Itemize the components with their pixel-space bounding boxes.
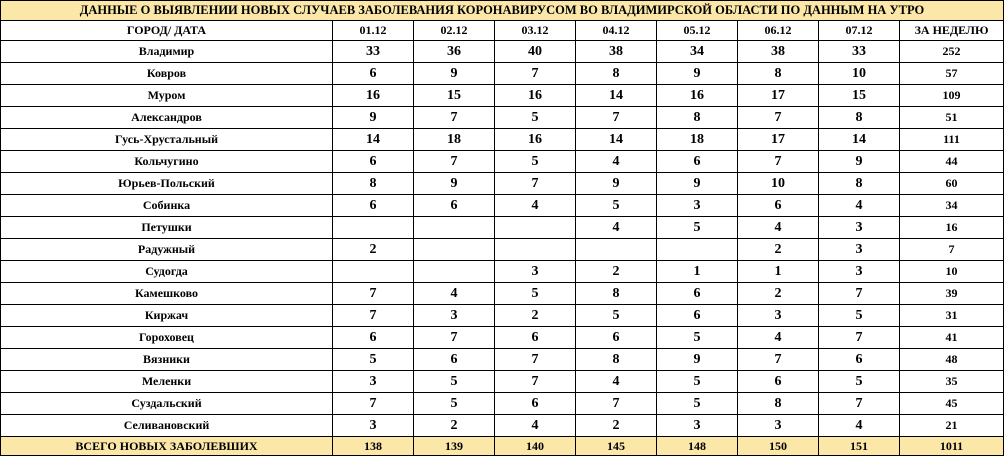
daily-case-count: 8 [819,107,900,129]
daily-case-count: 6 [819,349,900,371]
daily-case-count: 4 [576,371,657,393]
daily-case-count: 8 [576,283,657,305]
daily-case-count: 2 [738,239,819,261]
daily-case-count: 9 [576,173,657,195]
city-name: Муром [1,85,333,107]
daily-case-count: 5 [576,195,657,217]
daily-case-count: 2 [414,415,495,437]
weekly-total: 39 [900,283,1004,305]
daily-case-count: 7 [819,283,900,305]
city-name: Камешково [1,283,333,305]
weekly-total: 34 [900,195,1004,217]
daily-case-count: 2 [576,415,657,437]
daily-case-count: 9 [657,349,738,371]
daily-case-count [333,261,414,283]
table-row [1,151,1004,173]
city-name: Петушки [1,217,333,239]
daily-case-count: 7 [495,173,576,195]
daily-case-count: 7 [333,393,414,415]
daily-case-count: 4 [819,415,900,437]
daily-case-count: 3 [414,305,495,327]
daily-case-count: 4 [576,217,657,239]
weekly-total: 111 [900,129,1004,151]
daily-case-count: 17 [738,129,819,151]
daily-case-count: 6 [657,151,738,173]
daily-case-count: 6 [738,195,819,217]
title-row [1,1,1004,21]
daily-case-count: 18 [657,129,738,151]
daily-case-count: 8 [738,63,819,85]
city-name: Вязники [1,349,333,371]
table-row [1,129,1004,151]
daily-case-count: 6 [333,195,414,217]
header-row [1,21,1004,41]
daily-case-count: 3 [333,415,414,437]
weekly-total: 35 [900,371,1004,393]
daily-case-count: 9 [657,173,738,195]
daily-case-count [333,217,414,239]
city-name: Судогда [1,261,333,283]
column-header-date: 02.12 [414,21,495,41]
table-row [1,195,1004,217]
table-row [1,371,1004,393]
daily-case-count: 6 [333,63,414,85]
daily-case-count: 10 [738,173,819,195]
daily-case-count: 9 [333,107,414,129]
daily-case-count: 5 [657,217,738,239]
total-day-value: 140 [495,437,576,456]
daily-case-count: 33 [333,41,414,63]
daily-case-count: 7 [576,393,657,415]
weekly-total: 60 [900,173,1004,195]
daily-case-count: 3 [819,217,900,239]
daily-case-count: 8 [738,393,819,415]
daily-case-count: 3 [738,415,819,437]
weekly-total: 44 [900,151,1004,173]
daily-case-count: 4 [576,151,657,173]
daily-case-count: 6 [738,371,819,393]
total-day-value: 138 [333,437,414,456]
daily-case-count: 33 [819,41,900,63]
daily-case-count: 8 [819,173,900,195]
daily-case-count: 7 [414,107,495,129]
table-row [1,283,1004,305]
daily-case-count: 14 [819,129,900,151]
total-week-value: 1011 [900,437,1004,456]
table-row [1,107,1004,129]
daily-case-count: 4 [738,217,819,239]
daily-case-count: 3 [495,261,576,283]
daily-case-count: 4 [414,283,495,305]
daily-case-count: 10 [819,63,900,85]
daily-case-count: 15 [819,85,900,107]
daily-case-count: 7 [495,371,576,393]
daily-case-count: 7 [819,393,900,415]
table-row [1,63,1004,85]
daily-case-count: 2 [495,305,576,327]
daily-case-count: 9 [819,151,900,173]
city-name: Кольчугино [1,151,333,173]
city-name: Гороховец [1,327,333,349]
column-header-date: 01.12 [333,21,414,41]
daily-case-count: 34 [657,41,738,63]
daily-case-count: 16 [333,85,414,107]
weekly-total: 57 [900,63,1004,85]
weekly-total: 109 [900,85,1004,107]
daily-case-count: 5 [819,371,900,393]
daily-case-count: 4 [495,195,576,217]
total-row [1,437,1004,456]
daily-case-count: 5 [495,283,576,305]
weekly-total: 7 [900,239,1004,261]
column-header-date: 05.12 [657,21,738,41]
daily-case-count: 3 [657,415,738,437]
city-name: Владимир [1,41,333,63]
daily-case-count: 6 [333,327,414,349]
column-header-date: 06.12 [738,21,819,41]
total-day-value: 139 [414,437,495,456]
daily-case-count: 5 [657,371,738,393]
table-row [1,349,1004,371]
daily-case-count: 7 [414,151,495,173]
column-header-week: ЗА НЕДЕЛЮ [900,21,1004,41]
daily-case-count: 8 [333,173,414,195]
daily-case-count: 17 [738,85,819,107]
weekly-total: 45 [900,393,1004,415]
city-name: Киржач [1,305,333,327]
city-name: Гусь-Хрустальный [1,129,333,151]
daily-case-count: 7 [495,349,576,371]
weekly-total: 21 [900,415,1004,437]
table-row [1,85,1004,107]
daily-case-count: 7 [333,305,414,327]
total-day-value: 145 [576,437,657,456]
daily-case-count: 7 [576,107,657,129]
daily-case-count: 2 [738,283,819,305]
weekly-total: 51 [900,107,1004,129]
table-row [1,41,1004,63]
column-header-city: ГОРОД/ ДАТА [1,21,333,41]
daily-case-count: 36 [414,41,495,63]
daily-case-count: 1 [738,261,819,283]
column-header-date: 07.12 [819,21,900,41]
city-name: Ковров [1,63,333,85]
daily-case-count: 9 [414,173,495,195]
table-title: ДАННЫЕ О ВЫЯВЛЕНИИ НОВЫХ СЛУЧАЕВ ЗАБОЛЕВАНИЯ КОРОНАВИРУСОМ ВО ВЛАДИМИРСКОЙ ОБЛАСТИ ПО ДАННЫМ НА УТРО [1,1,1004,21]
daily-case-count: 40 [495,41,576,63]
daily-case-count: 1 [657,261,738,283]
table-row [1,305,1004,327]
city-name: Меленки [1,371,333,393]
daily-case-count: 4 [495,415,576,437]
daily-case-count: 5 [657,393,738,415]
daily-case-count: 7 [333,283,414,305]
daily-case-count: 38 [738,41,819,63]
table-row [1,173,1004,195]
daily-case-count: 7 [738,151,819,173]
weekly-total: 48 [900,349,1004,371]
total-day-value: 148 [657,437,738,456]
city-name: Юрьев-Польский [1,173,333,195]
daily-case-count: 5 [657,327,738,349]
daily-case-count: 16 [495,129,576,151]
daily-case-count: 38 [576,41,657,63]
daily-case-count: 7 [738,349,819,371]
city-name: Собинка [1,195,333,217]
daily-case-count [414,217,495,239]
table-row [1,393,1004,415]
daily-case-count: 5 [576,305,657,327]
weekly-total: 16 [900,217,1004,239]
weekly-total: 41 [900,327,1004,349]
daily-case-count: 3 [333,371,414,393]
daily-case-count: 7 [738,107,819,129]
daily-case-count: 9 [657,63,738,85]
daily-case-count: 6 [414,195,495,217]
daily-case-count [576,239,657,261]
city-name: Селивановский [1,415,333,437]
daily-case-count: 5 [333,349,414,371]
table-row [1,217,1004,239]
daily-case-count [414,261,495,283]
total-day-value: 150 [738,437,819,456]
daily-case-count: 2 [333,239,414,261]
daily-case-count [495,217,576,239]
daily-case-count [414,239,495,261]
city-name: Суздальский [1,393,333,415]
daily-case-count: 8 [576,63,657,85]
total-day-value: 151 [819,437,900,456]
table-row [1,327,1004,349]
daily-case-count: 8 [657,107,738,129]
total-label: ВСЕГО НОВЫХ ЗАБОЛЕВШИХ [1,437,333,456]
daily-case-count: 7 [414,327,495,349]
daily-case-count: 5 [495,151,576,173]
city-name: Радужный [1,239,333,261]
daily-case-count: 16 [495,85,576,107]
daily-case-count: 6 [333,151,414,173]
daily-case-count: 6 [495,393,576,415]
daily-case-count: 3 [819,239,900,261]
table-row [1,239,1004,261]
table-row [1,261,1004,283]
daily-case-count: 2 [576,261,657,283]
daily-case-count: 6 [657,305,738,327]
daily-case-count: 6 [657,283,738,305]
daily-case-count: 6 [576,327,657,349]
daily-case-count: 3 [738,305,819,327]
daily-case-count: 18 [414,129,495,151]
daily-case-count: 4 [819,195,900,217]
daily-case-count: 5 [414,371,495,393]
daily-case-count: 8 [576,349,657,371]
daily-case-count: 5 [414,393,495,415]
daily-case-count [657,239,738,261]
column-header-date: 04.12 [576,21,657,41]
daily-case-count: 7 [495,63,576,85]
daily-case-count: 3 [657,195,738,217]
daily-case-count: 4 [738,327,819,349]
city-name: Александров [1,107,333,129]
daily-case-count: 14 [333,129,414,151]
table-row [1,415,1004,437]
daily-case-count: 14 [576,85,657,107]
daily-case-count: 5 [495,107,576,129]
daily-case-count: 14 [576,129,657,151]
daily-case-count: 16 [657,85,738,107]
weekly-total: 252 [900,41,1004,63]
table-body [1,41,1004,437]
daily-case-count: 7 [819,327,900,349]
daily-case-count: 3 [819,261,900,283]
weekly-total: 31 [900,305,1004,327]
daily-case-count [495,239,576,261]
daily-case-count: 15 [414,85,495,107]
daily-case-count: 6 [495,327,576,349]
daily-case-count: 6 [414,349,495,371]
daily-case-count: 9 [414,63,495,85]
column-header-date: 03.12 [495,21,576,41]
weekly-total: 10 [900,261,1004,283]
daily-case-count: 5 [819,305,900,327]
